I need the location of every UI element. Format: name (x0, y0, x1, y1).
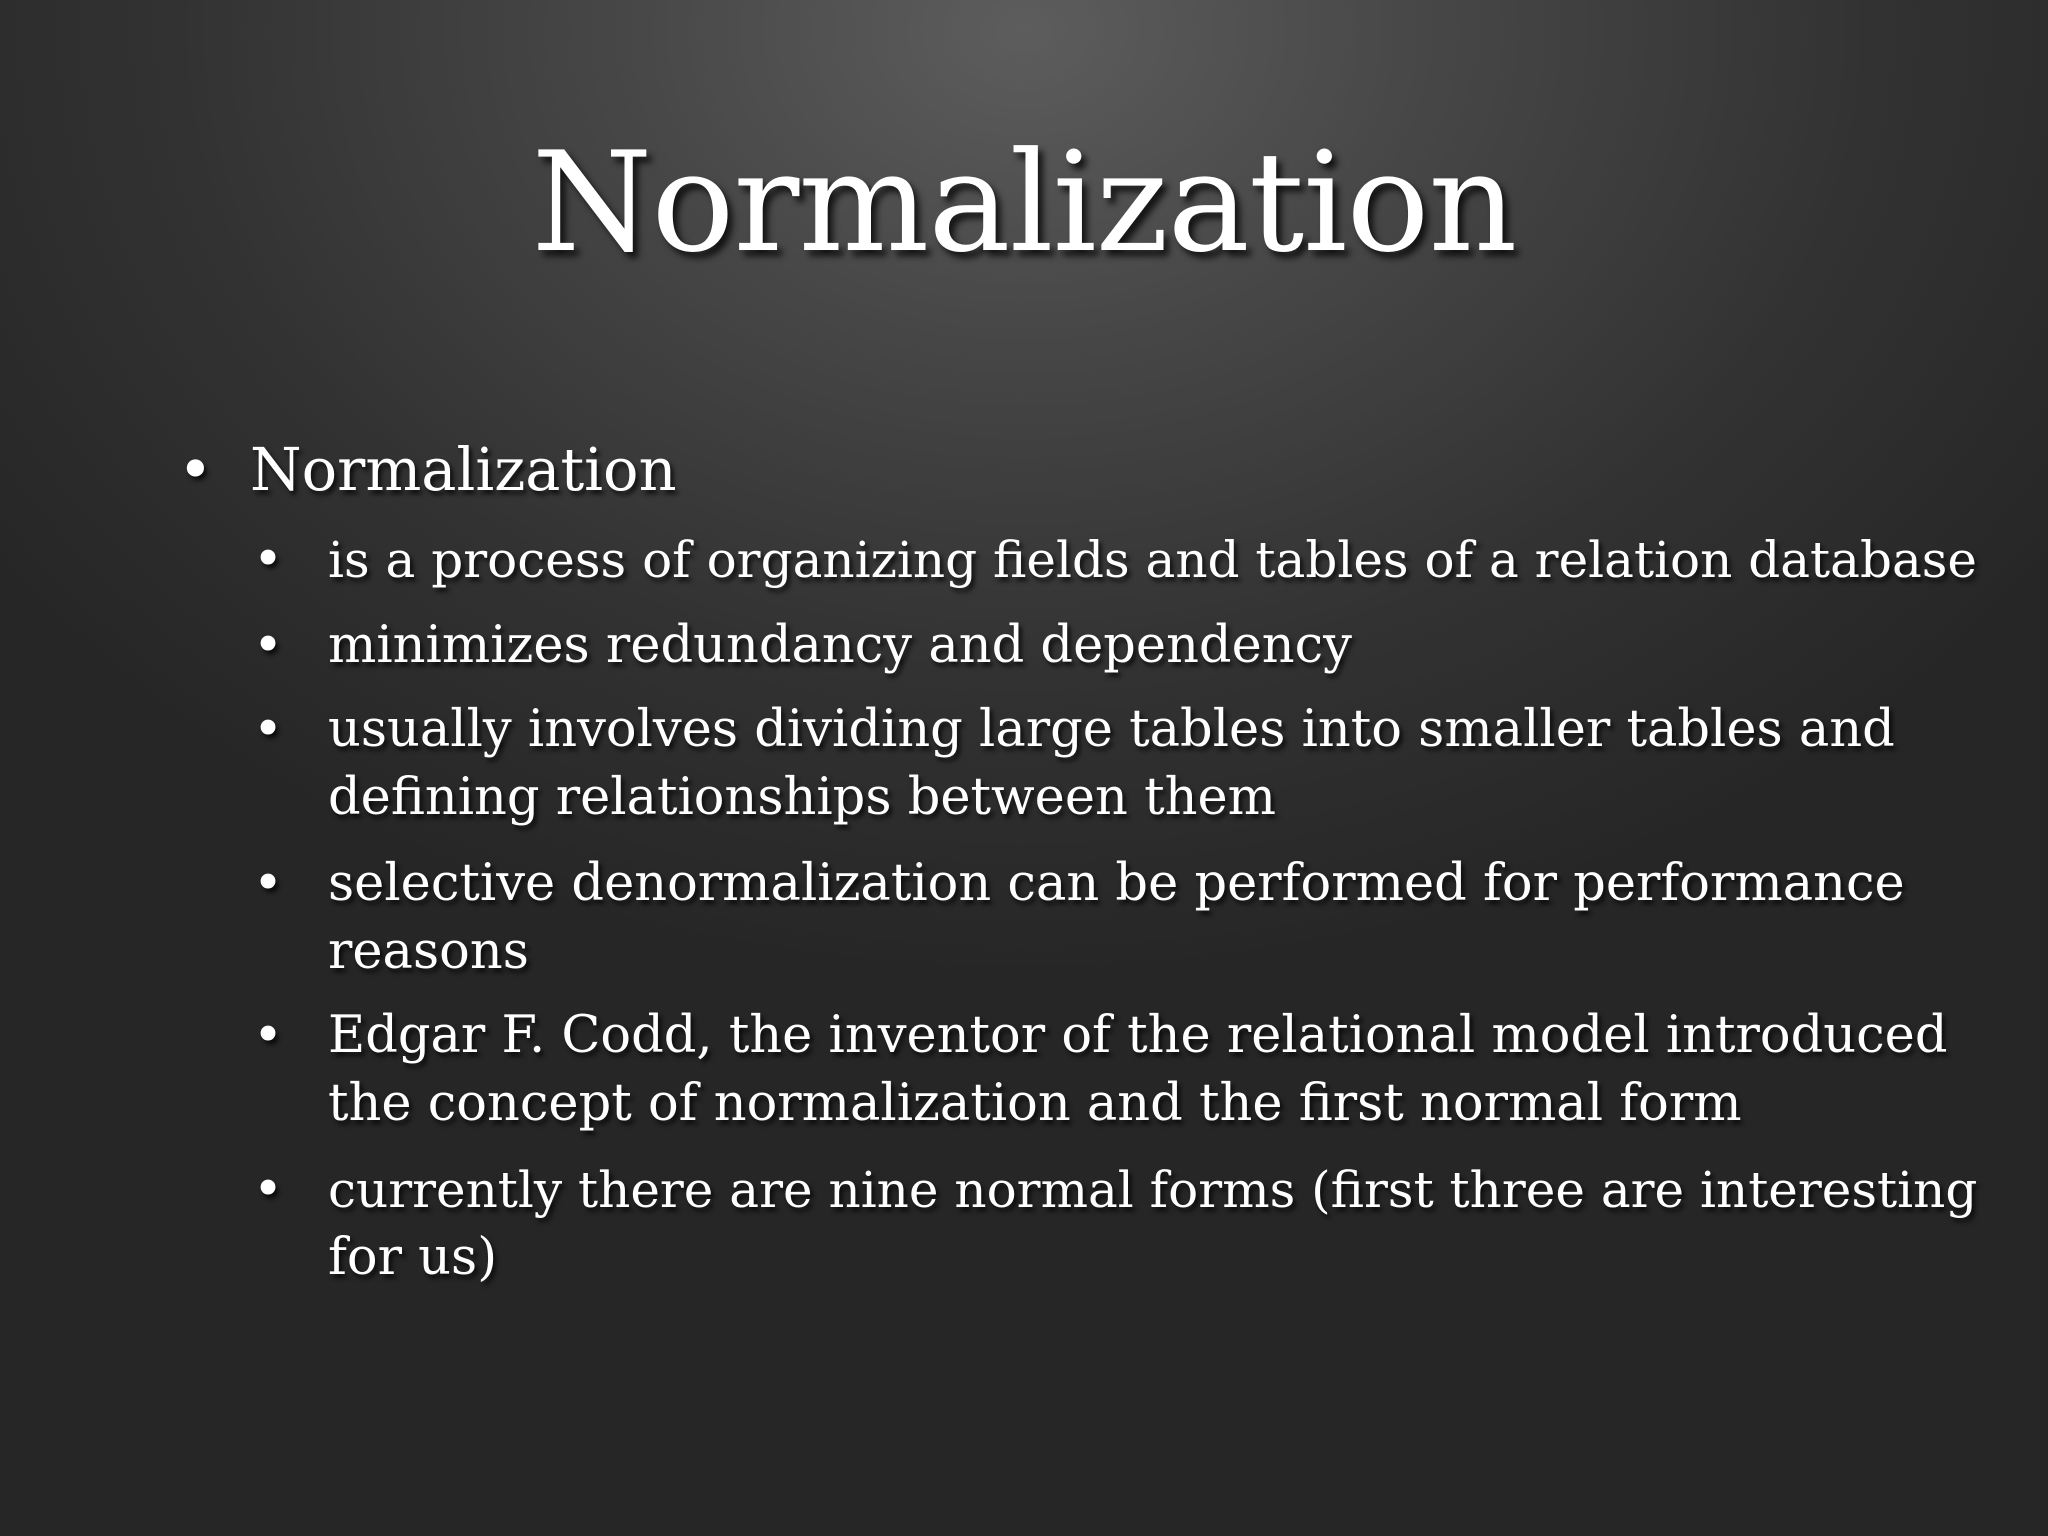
bullet-marker: • (178, 435, 213, 504)
sub-bullet-4-line-1: selective denormalization can be performed for performance (328, 854, 1905, 913)
bullet-marker: • (253, 1160, 284, 1219)
sub-bullet-3-line-1: usually involves dividing large tables into smaller tables and (328, 700, 1895, 759)
bullet-marker: • (253, 854, 284, 913)
slide-title: Normalization (531, 122, 1517, 283)
sub-bullet-6-line-1: currently there are nine normal forms (first three are interesting (328, 1161, 1978, 1219)
sub-bullet-3-line-2: defining relationships between them (328, 768, 1276, 827)
sub-bullet-6-line-2: for us) (328, 1228, 498, 1287)
sub-bullet-4-line-2: reasons (328, 922, 529, 981)
bullet-marker: • (253, 1006, 284, 1065)
main-bullet-text: Normalization (250, 435, 677, 504)
sub-bullet-5-line-1: Edgar F. Codd, the inventor of the relational model introduced (328, 1006, 1948, 1065)
sub-bullet-5-line-2: the concept of normalization and the first normal form (328, 1074, 1742, 1133)
bullet-marker: • (253, 530, 284, 589)
sub-bullet-2-line-1: minimizes redundancy and dependency (328, 616, 1352, 675)
bullet-marker: • (253, 616, 284, 675)
bullet-marker: • (253, 700, 284, 759)
sub-bullet-1-line-1: is a process of organizing fields and tables of a relation database (328, 531, 1978, 589)
